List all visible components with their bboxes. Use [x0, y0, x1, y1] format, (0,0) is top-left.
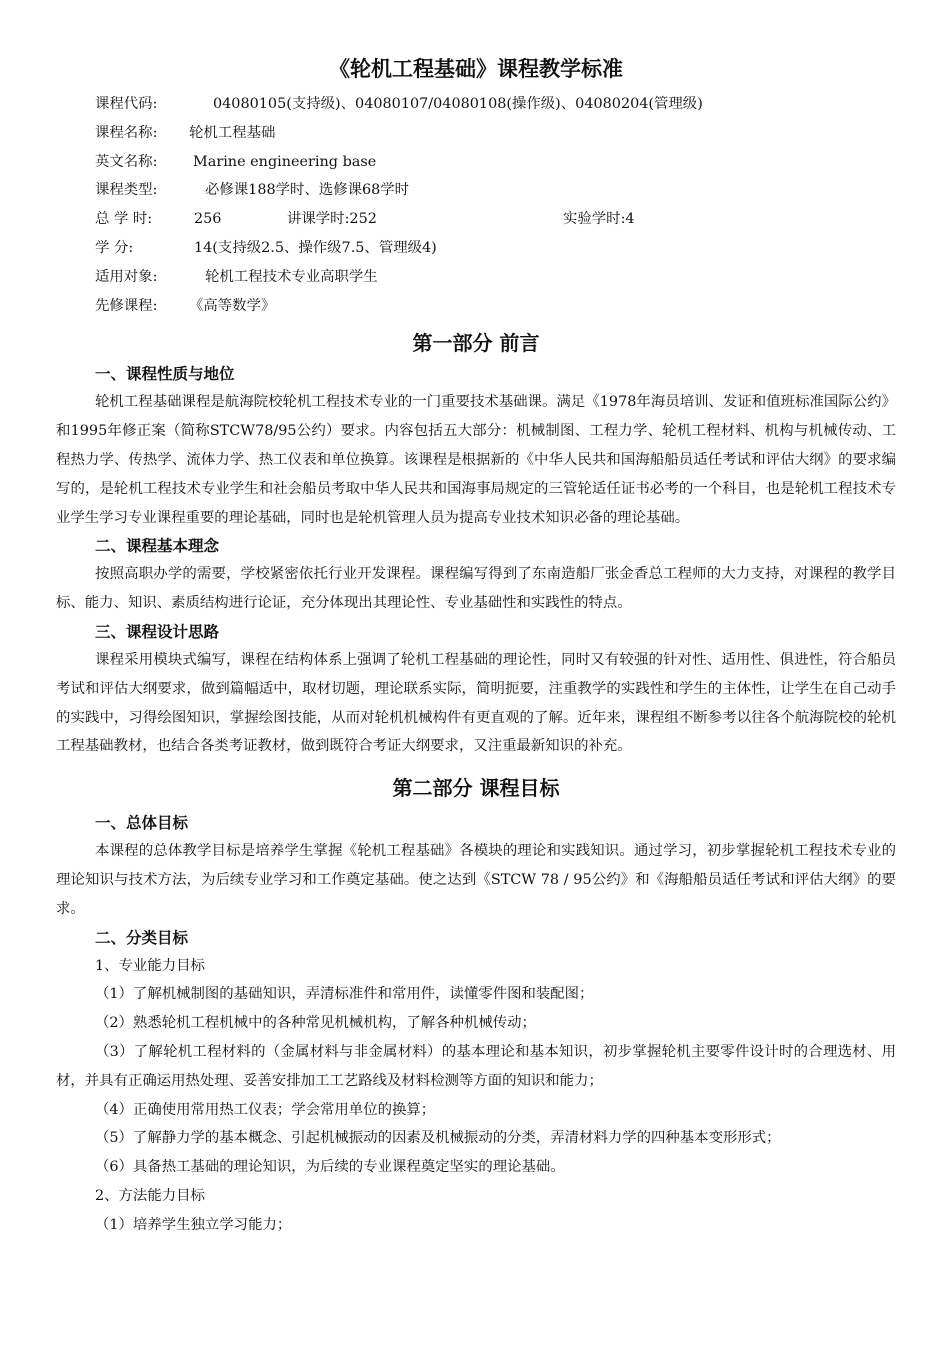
section-heading: 一、课程性质与地位	[95, 365, 235, 384]
section-paragraph: 按照高职办学的需要，学校紧密依托行业开发课程。课程编写得到了东南造船厂张金香总工程师的大力支持，对课程的教学目标、能力、知识、素质结构进行论证，充分体现出其理论性、专业基础性和实践性的特点。	[56, 566, 896, 612]
meta-course-type: 课程类型: 必修课188学时、选修课68学时	[95, 182, 410, 199]
list-item: （5）了解静力学的基本概念、引起机械振动的因素及机械振动的分类，弄清材料力学的四种基本变形形式；	[95, 1130, 781, 1147]
part-one-title: 第一部分 前言	[412, 331, 540, 356]
list-item: （2）熟悉轮机工程机械中的各种常见机械机构，了解各种机械传动；	[95, 1015, 536, 1032]
section-heading: 一、总体目标	[95, 814, 189, 833]
section-heading: 二、分类目标	[95, 928, 189, 947]
section-paragraph: 本课程的总体教学目标是培养学生掌握《轮机工程基础》各模块的理论和实践知识。通过学习，初步掌握轮机工程技术专业的理论知识与技术方法，为后续专业学习和工作奠定基础。使之达到《STCW 78 / 95公约》和《海船船员适任考试和评估大纲》的要求。	[56, 843, 896, 917]
subsection-label: 1、专业能力目标	[95, 957, 205, 974]
meta-prerequisite: 先修课程: 《高等数学》	[95, 297, 276, 314]
list-item: （6）具备热工基础的理论知识，为后续的专业课程奠定坚实的理论基础。	[95, 1159, 565, 1176]
part-two-title: 第二部分 课程目标	[392, 776, 560, 801]
meta-target-students: 适用对象: 轮机工程技术专业高职学生	[95, 268, 378, 285]
meta-credits: 学 分: 14(支持级2.5、操作级7.5、管理级4)	[95, 239, 437, 256]
meta-course-code: 课程代码: 04080105(支持级)、04080107/04080108(操作级)、04080204(管理级)	[95, 96, 703, 112]
section-heading: 二、课程基本理念	[95, 537, 220, 556]
list-item: （3）了解轮机工程材料的（金属材料与非金属材料）的基本理论和基本知识，初步掌握轮机主要零件设计时的合理选材、用材，并具有正确运用热处理、妥善安排加工工艺路线及材料检测等方面的知识和能力；	[56, 1043, 896, 1089]
list-item: （1）了解机械制图的基础知识，弄清标准件和常用件，读懂零件图和装配图；	[95, 986, 594, 1003]
section-heading: 三、课程设计思路	[95, 622, 220, 641]
meta-english-name: 英文名称: Marine engineering base	[95, 153, 377, 170]
meta-course-name: 课程名称: 轮机工程基础	[95, 124, 276, 141]
section-paragraph: 课程采用模块式编写，课程在结构体系上强调了轮机工程基础的理论性，同时又有较强的针对性、适用性、俱进性，符合船员考试和评估大纲要求，做到篇幅适中，取材切题，理论联系实际，简明扼要，注重教学的实践性和学生的主体性，让学生在自己动手的实践中，习得绘图知识，掌握绘图技能，从而对轮机机械构件有更直观的了解。近年来，课程组不断参考以往各个航海院校的轮机工程基础教材，也结合各类考证教材，做到既符合考证大纲要求，又注重最新知识的补充。	[56, 651, 896, 755]
meta-hours: 总 学 时: 256 讲课学时:252 实验学时:4	[95, 211, 635, 228]
course-meta	[56, 90, 896, 320]
document-title: 《轮机工程基础》课程教学标准	[329, 57, 623, 81]
section-paragraph: 轮机工程基础课程是航海院校轮机工程技术专业的一门重要技术基础课。满足《1978年海员培训、发证和值班标准国际公约》和1995年修正案（简称STCW78/95公约）要求。内容包括五大部分：机械制图、工程力学、轮机工程材料、机构与机械传动、工程热力学、传热学、流体力学、热工仪表和单位换算。该课程是根据新的《中华人民共和国海船船员适任考试和评估大纲》的要求编写的，是轮机工程技术专业学生和社会船员考取中华人民共和国海事局规定的三管轮适任证书必考的一个科目，也是轮机工程技术专业学生学习专业课程重要的理论基础，同时也是轮机管理人员为提高专业技术知识必备的理论基础。	[56, 394, 896, 526]
list-item: （4）正确使用常用热工仪表；学会常用单位的换算；	[95, 1101, 436, 1118]
subsection-label: 2、方法能力目标	[95, 1187, 205, 1204]
list-item: （1）培养学生独立学习能力；	[95, 1216, 292, 1233]
